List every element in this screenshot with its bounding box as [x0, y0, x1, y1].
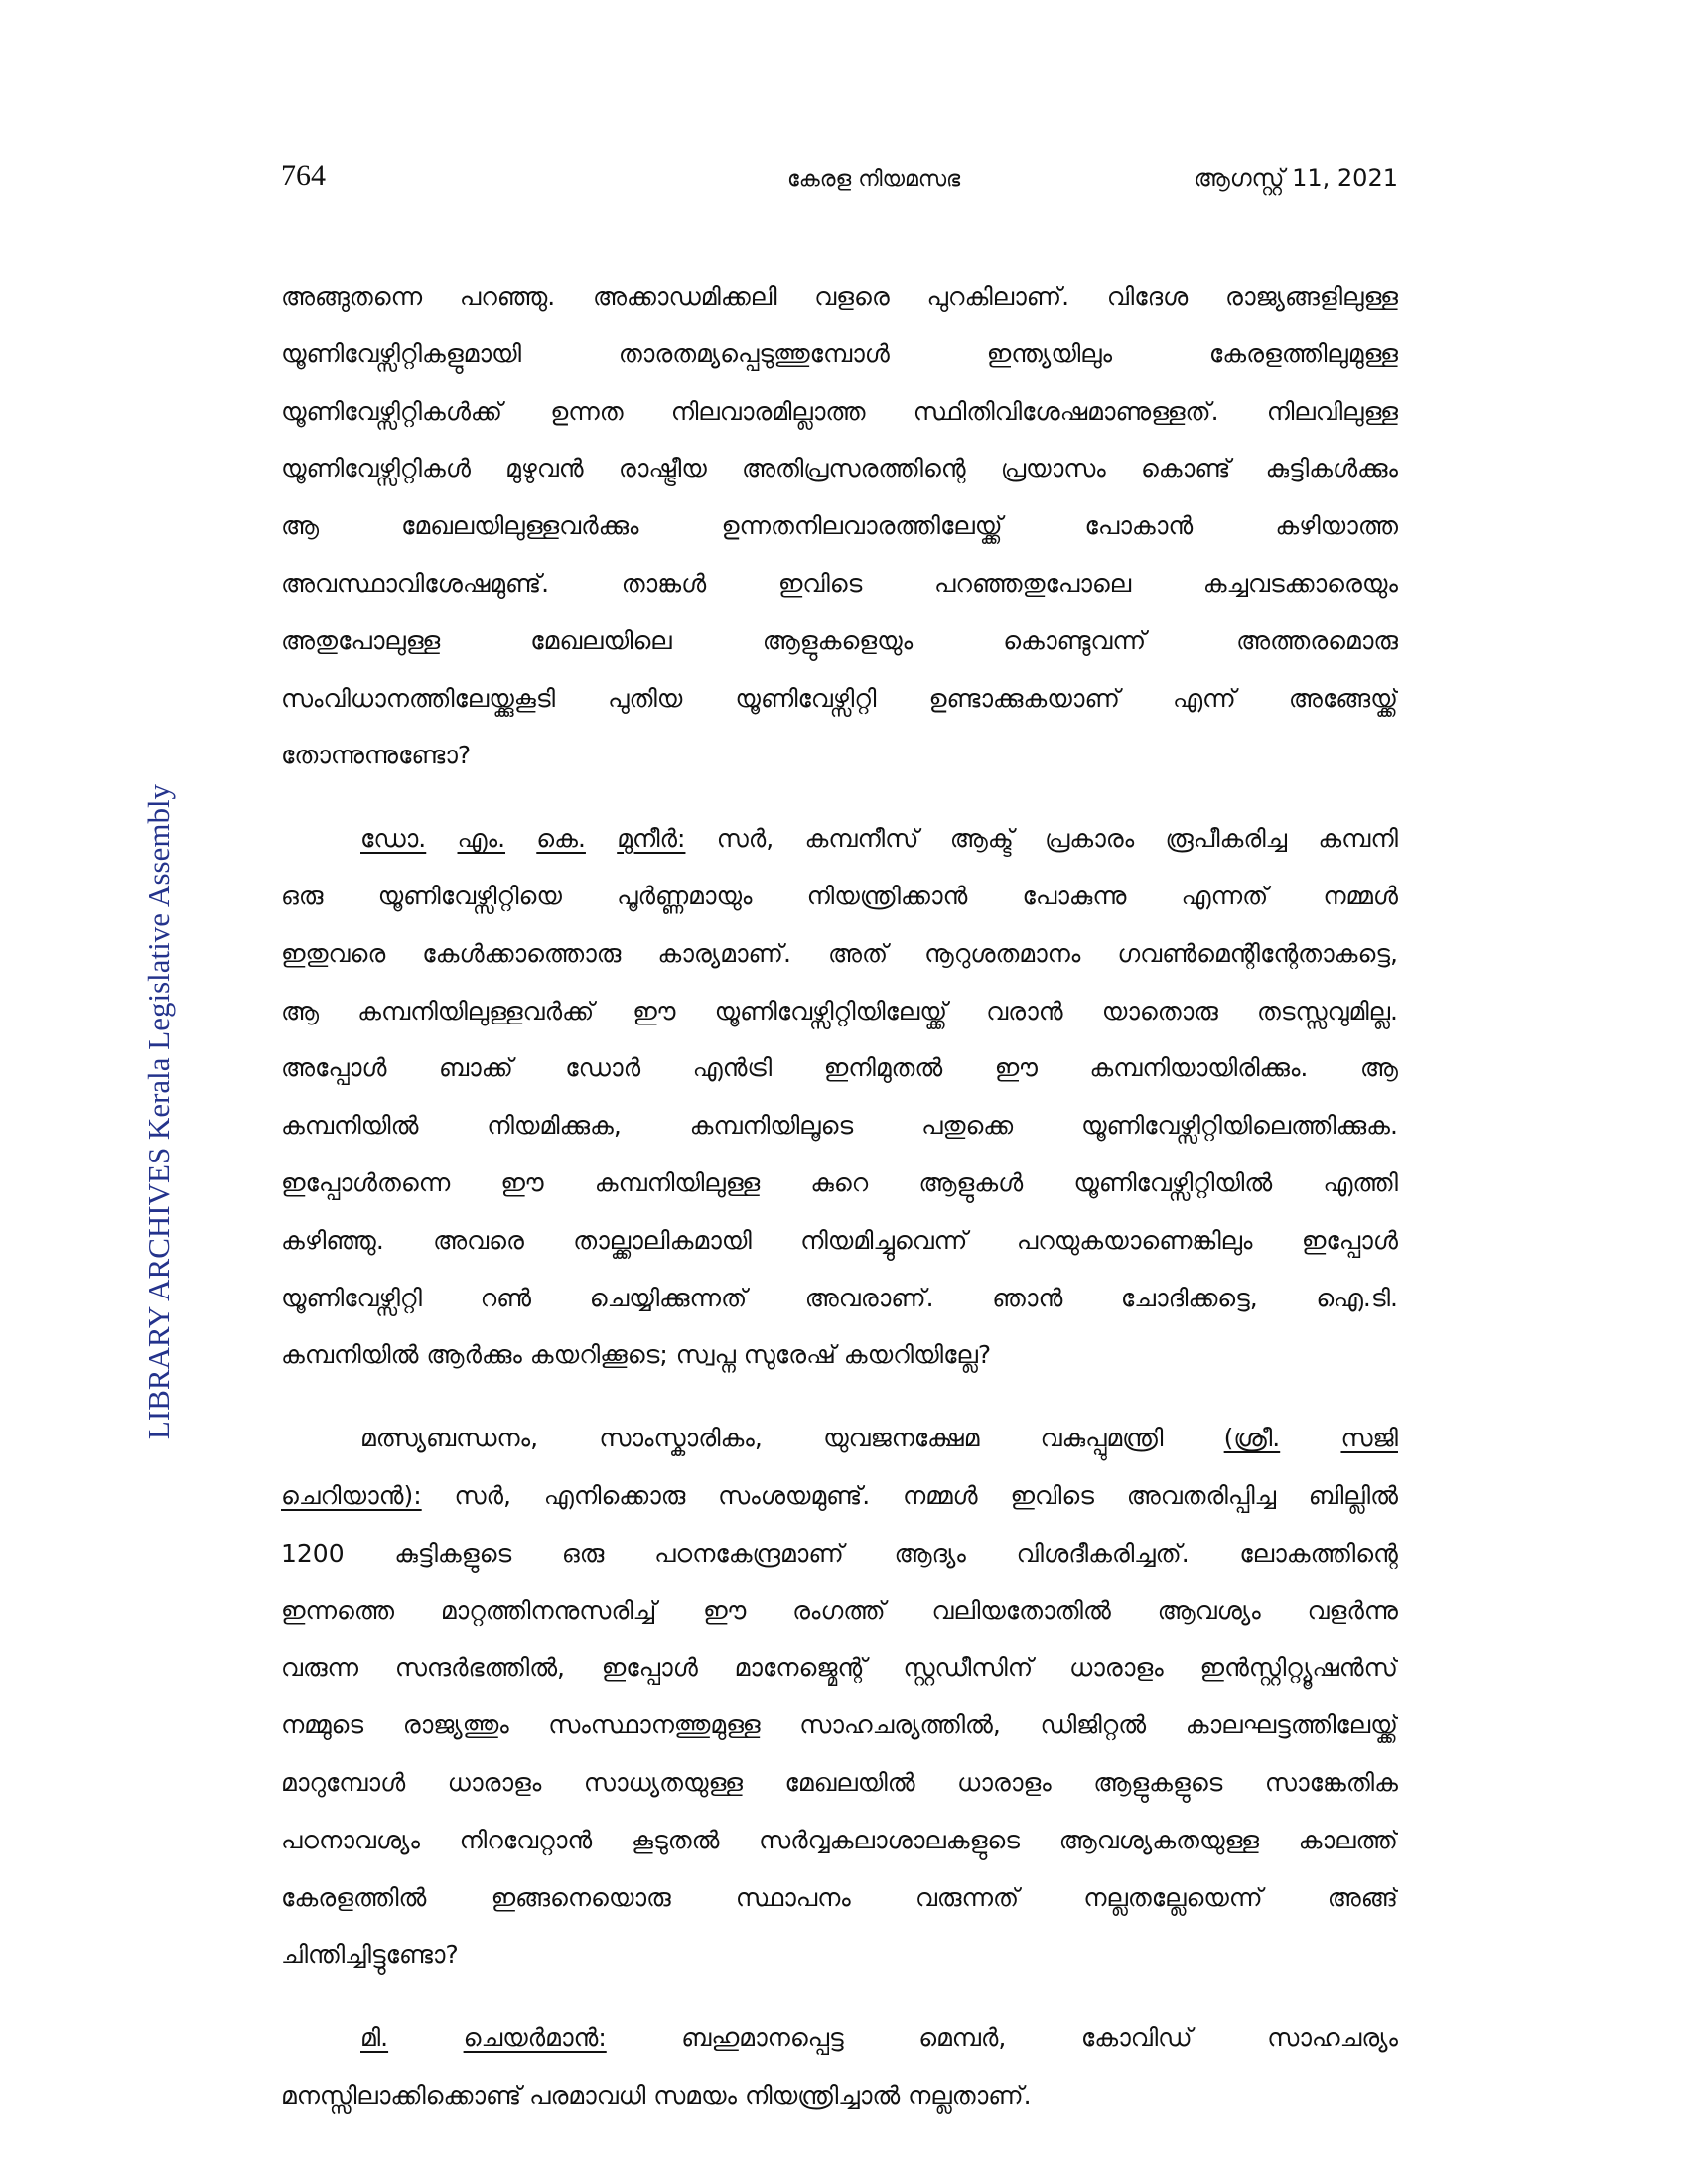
text-line [281, 868, 1398, 925]
document-body [281, 268, 1398, 2124]
text-word: ചോദിക്കട്ടെ, [1120, 1283, 1258, 1312]
text-word: കുട്ടികളുടെ [394, 1538, 512, 1568]
text-word: ഇവിടെ [777, 568, 863, 598]
text-word: പുതിയ [608, 683, 683, 713]
text-line [281, 1639, 1398, 1697]
text-line [281, 613, 1398, 670]
text-word: യൂണിവേഴ്സിറ്റികൾക്ക് [281, 396, 503, 426]
text-word: മുഴുവൻ [505, 454, 584, 483]
text-word: ഇവിടെ [1010, 1480, 1094, 1510]
text-word: ആ [281, 996, 320, 1025]
assembly-name: കേരള നിയമസഭ [787, 167, 961, 192]
text-word: സാങ്കേതിക [1264, 1767, 1398, 1797]
speaker-name: ചെറിയാൻ): [281, 1480, 422, 1510]
text-word: വലിയതോതിൽ [931, 1595, 1111, 1625]
text-word: ലോകത്തിന്റെ [1239, 1538, 1398, 1568]
text-line [281, 555, 1398, 613]
text-word: അങ്ങുതന്നെ [281, 282, 423, 311]
text-word: ഒരു [561, 1538, 605, 1568]
paragraph [281, 1410, 1398, 1983]
text-word: ഈ [500, 1167, 544, 1197]
text-word: കമ്പനിയിലൂടെ [689, 1111, 854, 1141]
text-word: താങ്കൾ [621, 568, 707, 598]
text-line [281, 2009, 1398, 2067]
text-word: അപ്പോൾ [281, 1053, 387, 1083]
speaker-name: ചെയർമാൻ: [463, 2023, 607, 2053]
text-word: ഈ [994, 1053, 1038, 1083]
text-word: യാതൊരു [1101, 996, 1218, 1025]
text-word: അവതരിപ്പിച്ച [1126, 1480, 1277, 1510]
text-word: മേഖലയിലെ [530, 625, 672, 655]
text-word: ആ [1359, 1053, 1398, 1083]
text-line [281, 440, 1398, 497]
text-word: ഡിജിറ്റൽ [1040, 1710, 1147, 1740]
minister-title: യുവജനക്ഷേമ [823, 1424, 980, 1453]
archive-watermark: LIBRARY ARCHIVES Kerala Legislative Assembly [141, 783, 176, 1440]
text-line: മനസ്സിലാക്കിക്കൊണ്ട് പരമാവധി സമയം നിയന്ത്രിച്ചാൽ നല്ലതാണ്. [281, 2080, 1032, 2110]
text-word: ഈ [703, 1595, 747, 1625]
text-line [281, 1410, 1398, 1467]
text-word: കേൾക്കാത്തൊരു [422, 938, 622, 968]
text-word: സംശയമുണ്ട്. [718, 1480, 871, 1510]
text-word: അവരെ [433, 1225, 524, 1255]
text-word: കമ്പനിയിലുള്ളവർക്ക് [357, 996, 595, 1025]
text-word: എൻട്രി [692, 1053, 773, 1083]
text-word: ഇന്നത്തെ [281, 1595, 395, 1625]
text-word: യൂണിവേഴ്സിറ്റികൾ [281, 454, 471, 483]
text-word: തടസ്സവുമില്ല. [1256, 996, 1398, 1025]
text-word: കമ്പനി [1318, 824, 1398, 854]
speaker-name: മി. [360, 2023, 389, 2053]
speaker-name: കെ. [536, 824, 586, 854]
text-word: ബാക്ക് [438, 1053, 513, 1083]
text-word: രംഗത്ത് [792, 1595, 886, 1625]
text-word: ഇപ്പോൾ [601, 1653, 698, 1683]
text-word: എന്ന് [1172, 683, 1236, 713]
text-word: ബില്ലിൽ [1308, 1480, 1398, 1510]
text-word: വിശദീകരിച്ചത്. [1016, 1538, 1190, 1568]
text-word: വരുന്നത് [914, 1882, 1020, 1912]
text-word: എനിക്കൊരു [543, 1480, 686, 1510]
text-word: അവരാണ്. [804, 1283, 934, 1312]
text-word: ആക്ട് [949, 824, 1014, 854]
text-word: താരതമ്യപ്പെടുത്തുമ്പോൾ [618, 339, 890, 368]
text-word: യൂണിവേഴ്സിറ്റി [281, 1283, 422, 1312]
text-word: കുറെ [810, 1167, 869, 1197]
text-line: ചിന്തിച്ചിട്ടുണ്ടോ? [281, 1940, 459, 1970]
speaker-name: ഡോ. [360, 824, 427, 854]
text-word: സർ, [716, 824, 774, 854]
text-word: അത് [827, 938, 889, 968]
text-word: മേഖലയിൽ [784, 1767, 915, 1797]
header-date: ആഗസ്റ്റ് 11, 2021 [1194, 164, 1398, 192]
text-word: രാജ്യത്തും [402, 1710, 509, 1740]
text-line [281, 383, 1398, 441]
text-line [281, 983, 1398, 1040]
text-word: കമ്പനീസ് [804, 824, 919, 854]
text-word: താല്ക്കാലികമായി [573, 1225, 752, 1255]
text-word: ചെയ്യിക്കുന്നത് [589, 1283, 748, 1312]
text-word: പഠനാവശ്യം [281, 1825, 420, 1854]
text-word: ഐ.ടി. [1316, 1283, 1398, 1312]
text-word: മാറുമ്പോൾ [281, 1767, 406, 1797]
text-word: മാനേജ്മെന്റ് [734, 1653, 867, 1683]
text-word: പോകുന്നു [1022, 881, 1127, 910]
text-word: പതുക്കെ [921, 1111, 1014, 1141]
text-word: ഇതുവരെ [281, 938, 386, 968]
text-word: ആ [281, 511, 320, 541]
text-word: സാഹചര്യം [1267, 2023, 1398, 2053]
text-word: കുട്ടികൾക്കും [1265, 454, 1398, 483]
text-word: ആവശ്യം [1157, 1595, 1261, 1625]
text-word: അവസ്ഥാവിശേഷമുണ്ട്. [281, 568, 550, 598]
text-word: വളർന്നു [1307, 1595, 1398, 1625]
text-line [281, 670, 1398, 728]
text-word: സർവ്വകലാശാലകളുടെ [759, 1825, 1020, 1854]
text-word: ഉന്നത [550, 396, 624, 426]
text-word: മാറ്റത്തിനനുസരിച്ച് [440, 1595, 657, 1625]
text-word: വിദേശ [1106, 282, 1189, 311]
text-word: പോകാൻ [1084, 511, 1194, 541]
text-word: യൂണിവേഴ്സിറ്റി [735, 683, 877, 713]
text-line [281, 268, 1398, 326]
text-word: പഠനകേന്ദ്രമാണ് [654, 1538, 844, 1568]
paragraph [281, 810, 1398, 1384]
text-line [281, 1155, 1398, 1212]
text-word: പ്രകാരം [1045, 824, 1135, 854]
text-line [281, 925, 1398, 983]
text-word: നല്ലതല്ലേയെന്ന് [1083, 1882, 1263, 1912]
speaker-name: എം. [457, 824, 506, 854]
text-word: അക്കാഡമിക്കലി [592, 282, 777, 311]
text-word: പറഞ്ഞതുപോലെ [934, 568, 1132, 598]
text-word: കേരളത്തിലുമുള്ള [1208, 339, 1398, 368]
text-word: എന്നത് [1181, 881, 1269, 910]
text-line [281, 1525, 1398, 1582]
text-word: നിറവേറ്റാൻ [459, 1825, 593, 1854]
text-word: സാഹചര്യത്തിൽ, [799, 1710, 1001, 1740]
text-word: ഇൻസ്റ്റിറ്റ്യൂഷൻസ് [1199, 1653, 1398, 1683]
text-word: ഡോർ [565, 1053, 641, 1083]
text-word: നൂറുശതമാനം [924, 938, 1081, 968]
page-number: 764 [281, 159, 326, 192]
text-word: നമ്മൾ [1323, 881, 1398, 910]
text-word: ഗവൺമെന്റിന്റേതാകട്ടെ, [1117, 938, 1398, 968]
text-word: ആദ്യം [894, 1538, 966, 1568]
paragraph [281, 2009, 1398, 2124]
text-word: ഉന്നതനിലവാരത്തിലേയ്ക്ക് [721, 511, 1003, 541]
text-line [281, 326, 1398, 383]
text-word: ഇന്ത്യയിലും [986, 339, 1113, 368]
text-word: സന്ദർഭത്തിൽ, [394, 1653, 566, 1683]
text-word: അങ്ങ് [1327, 1882, 1398, 1912]
text-word: മേഖലയിലുള്ളവർക്കും [401, 511, 639, 541]
text-word: കഴിയാത്ത [1275, 511, 1398, 541]
text-word: സ്റ്റഡീസിന് [903, 1653, 1034, 1683]
text-word: അതിപ്രസരത്തിന്റെ [741, 454, 966, 483]
text-word: പുറകിലാണ്. [926, 282, 1070, 311]
text-word: രാഷ്ട്രീയ [618, 454, 707, 483]
text-word: വരാൻ [986, 996, 1063, 1025]
text-word: കമ്പനിയിലുള്ള [594, 1167, 761, 1197]
text-word: അത്തരമൊരു [1236, 625, 1398, 655]
text-word: നിയമിക്കുക, [487, 1111, 622, 1141]
text-word: ധാരാളം [447, 1767, 542, 1797]
text-word: സംവിധാനത്തിലേയ്ക്കുകൂടി [281, 683, 556, 713]
text-word: ആളുകളുടെ [1093, 1767, 1223, 1797]
text-line [281, 497, 1398, 555]
text-word: ബഹുമാനപ്പെട്ട [681, 2023, 844, 2053]
text-line [281, 1270, 1398, 1327]
text-line [281, 1812, 1398, 1869]
text-word: സർ, [454, 1480, 511, 1510]
text-word: യൂണിവേഴ്സിറ്റിയിൽ [1073, 1167, 1273, 1197]
text-word: കാലഘട്ടത്തിലേയ്ക്ക് [1185, 1710, 1398, 1740]
text-word: കാലത്ത് [1298, 1825, 1398, 1854]
text-word: കമ്പനിയിൽ [281, 1111, 419, 1141]
speaker-name: (ശ്രീ. [1223, 1424, 1281, 1453]
text-word: കാര്യമാണ്. [657, 938, 791, 968]
text-word: റൺ [480, 1283, 532, 1312]
paragraph [281, 268, 1398, 784]
text-word: സംസ്ഥാനത്തുമുള്ള [548, 1710, 761, 1740]
text-word: ഇപ്പോൾതന്നെ [281, 1167, 451, 1197]
text-word: ഈ [633, 996, 676, 1025]
text-word: പറഞ്ഞു. [459, 282, 556, 311]
text-word: നമ്മുടെ [281, 1710, 364, 1740]
text-word: കഴിഞ്ഞു. [281, 1225, 384, 1255]
text-line [281, 810, 1398, 868]
text-word: 1200 [281, 1538, 345, 1568]
text-word: യൂണിവേഴ്സിറ്റിയെ [377, 881, 562, 910]
text-word: ആളുകൾ [918, 1167, 1024, 1197]
text-word: കച്ചവടക്കാരെയും [1202, 568, 1398, 598]
text-word: യൂണിവേഴ്സിറ്റിയിലേയ്ക്ക് [714, 996, 948, 1025]
text-word: ഇങ്ങനെയൊരു [491, 1882, 671, 1912]
text-word: ധാരാളം [1068, 1653, 1164, 1683]
text-word: ഇനിമുതൽ [823, 1053, 943, 1083]
text-word: ഒരു [281, 881, 324, 910]
text-word: നിലവാരമില്ലാത്ത [670, 396, 866, 426]
text-line: തോന്നുന്നുണ്ടോ? [281, 741, 472, 770]
text-word: ആളുകളെയും [762, 625, 914, 655]
text-line [281, 1869, 1398, 1927]
text-word: ധാരാളം [957, 1767, 1052, 1797]
text-word: നിലവിലുള്ള [1266, 396, 1398, 426]
speaker-name: മുനീർ: [617, 824, 686, 854]
speaker-name: സജി [1340, 1424, 1398, 1453]
text-word: വളരെ [814, 282, 890, 311]
text-word: ഇപ്പോൾ [1301, 1225, 1398, 1255]
text-word: എത്തി [1323, 1167, 1398, 1197]
text-word: പൂർണ്ണമായും [617, 881, 753, 910]
text-line [281, 1039, 1398, 1097]
text-line [281, 1097, 1398, 1155]
text-word: പറയുകയാണെങ്കിലും [1016, 1225, 1253, 1255]
text-line [281, 1754, 1398, 1812]
text-word: ഞാൻ [992, 1283, 1063, 1312]
text-word: ആവശ്യകതയുള്ള [1058, 1825, 1260, 1854]
text-line [281, 1467, 1398, 1525]
text-word: ഉണ്ടാക്കുകയാണ് [928, 683, 1120, 713]
page-header [281, 159, 1398, 199]
text-line [281, 1212, 1398, 1270]
minister-title: സാംസ്കാരികം, [599, 1424, 763, 1453]
text-word: രൂപീകരിച്ച [1165, 824, 1288, 854]
text-word: സ്ഥാപനം [735, 1882, 851, 1912]
text-word: കമ്പനിയായിരിക്കും. [1089, 1053, 1309, 1083]
text-word: യൂണിവേഴ്സിറ്റികളുമായി [281, 339, 522, 368]
text-word: സ്ഥിതിവിശേഷമാണുള്ളത്. [913, 396, 1219, 426]
text-word: അതുപോലുള്ള [281, 625, 441, 655]
text-word: കോവിഡ് [1080, 2023, 1193, 2053]
text-word: കൂടുതൽ [631, 1825, 720, 1854]
text-word: വരുന്ന [281, 1653, 359, 1683]
text-word: കൊണ്ടുവന്ന് [1003, 625, 1147, 655]
text-word: സാധ്യതയുള്ള [583, 1767, 744, 1797]
text-word: അങ്ങേയ്ക്ക് [1288, 683, 1398, 713]
text-word: കൊണ്ട് [1140, 454, 1231, 483]
text-word: പ്രയാസം [1000, 454, 1106, 483]
text-word: മെമ്പർ, [918, 2023, 1007, 2053]
minister-title: വകുപ്പുമന്ത്രി [1040, 1424, 1164, 1453]
text-word: യൂണിവേഴ്സിറ്റിയിലെത്തിക്കുക. [1081, 1111, 1398, 1141]
text-word: നമ്മൾ [903, 1480, 978, 1510]
text-line: കമ്പനിയിൽ ആർക്കും കയറിക്കൂടെ; സ്വപ്ന സുരേഷ് കയറിയില്ലേ? [281, 1340, 992, 1370]
text-line [281, 1582, 1398, 1640]
text-word: രാജ്യങ്ങളിലുള്ള [1224, 282, 1398, 311]
text-word: നിയമിച്ചുവെന്ന് [800, 1225, 968, 1255]
minister-title: മത്സ്യബന്ധനം, [360, 1424, 539, 1453]
text-word: കേരളത്തിൽ [281, 1882, 427, 1912]
text-line [281, 1697, 1398, 1754]
text-word: നിയന്ത്രിക്കാൻ [806, 881, 968, 910]
